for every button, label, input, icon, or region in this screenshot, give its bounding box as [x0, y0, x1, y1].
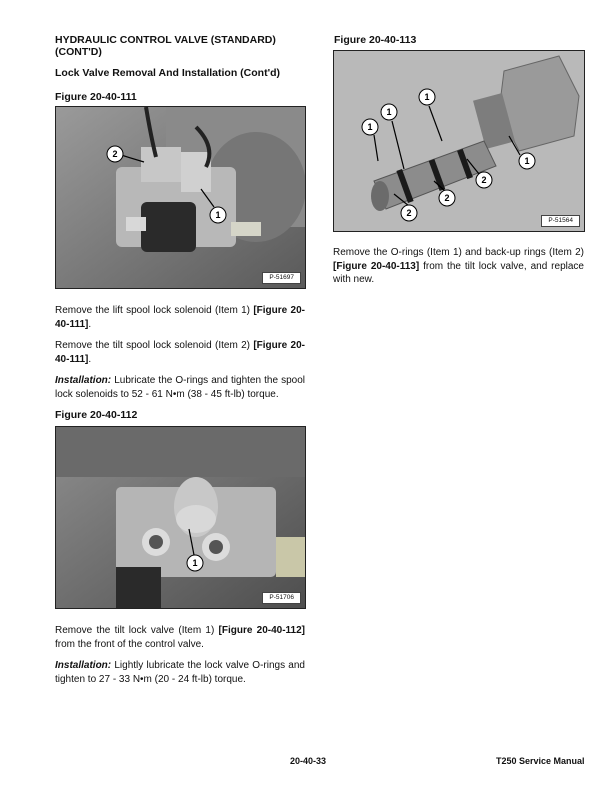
valve-photo-111: [56, 107, 305, 288]
figure-112-label: Figure 20-40-112: [55, 409, 138, 421]
figure-113-label: Figure 20-40-113: [334, 34, 417, 46]
callout-2-text: 2: [481, 175, 487, 185]
paragraph-remove-lift-solenoid: Remove the lift spool lock solenoid (Item 1) [Figure 20-40-111].: [55, 305, 305, 330]
manual-title: T250 Service Manual: [496, 756, 585, 766]
valve-photo-112: [56, 427, 305, 608]
callout-2-text: 2: [406, 208, 412, 218]
callout-1-text: 1: [524, 156, 530, 166]
figure-113-photo: [333, 50, 585, 232]
callout-1-text: 1: [386, 107, 392, 117]
callout-1-text: 1: [215, 210, 221, 220]
callout-2-text: 2: [112, 149, 118, 159]
callout-2-text: 2: [444, 193, 450, 203]
paragraph-remove-tilt-solenoid: Remove the tilt spool lock solenoid (Item 2) [Figure 20-40-111].: [55, 340, 305, 365]
figure-111-label: Figure 20-40-111: [55, 91, 137, 103]
paragraph-remove-o-rings: Remove the O-rings (Item 1) and back-up rings (Item 2) [Figure 20-40-113] from the tilt lock valve, and replace with new.: [333, 247, 584, 285]
callout-1-text: 1: [367, 122, 373, 132]
photo-id-label: P-51697: [262, 272, 301, 284]
callout-1-text: 1: [192, 558, 198, 568]
figure-111-photo: [55, 106, 306, 289]
page-number: 20-40-33: [290, 756, 327, 766]
paragraph-installation-lock-valve: Installation: Lightly lubricate the lock valve O-rings and tighten to 27 - 33 N•m (20 - 24 ft-lb) torque.: [55, 660, 305, 685]
section-heading: HYDRAULIC CONTROL VALVE (STANDARD) (CONT'D): [55, 34, 276, 58]
photo-id-label: P-51706: [262, 592, 301, 604]
figure-112-photo: [55, 426, 306, 609]
paragraph-installation-solenoids: Installation: Lubricate the O-rings and tighten the spool lock solenoids to 52 - 61 N•m (38 - 45 ft-lb) torque.: [55, 375, 305, 400]
tilt-lock-valve-photo: [334, 51, 584, 231]
paragraph-remove-tilt-lock-valve: Remove the tilt lock valve (Item 1) [Figure 20-40-112] from the front of the control valve.: [55, 625, 305, 650]
photo-id-label: P-51564: [541, 215, 580, 227]
subheading: Lock Valve Removal And Installation (Cont'd): [55, 67, 280, 79]
callout-1-text: 1: [424, 92, 430, 102]
